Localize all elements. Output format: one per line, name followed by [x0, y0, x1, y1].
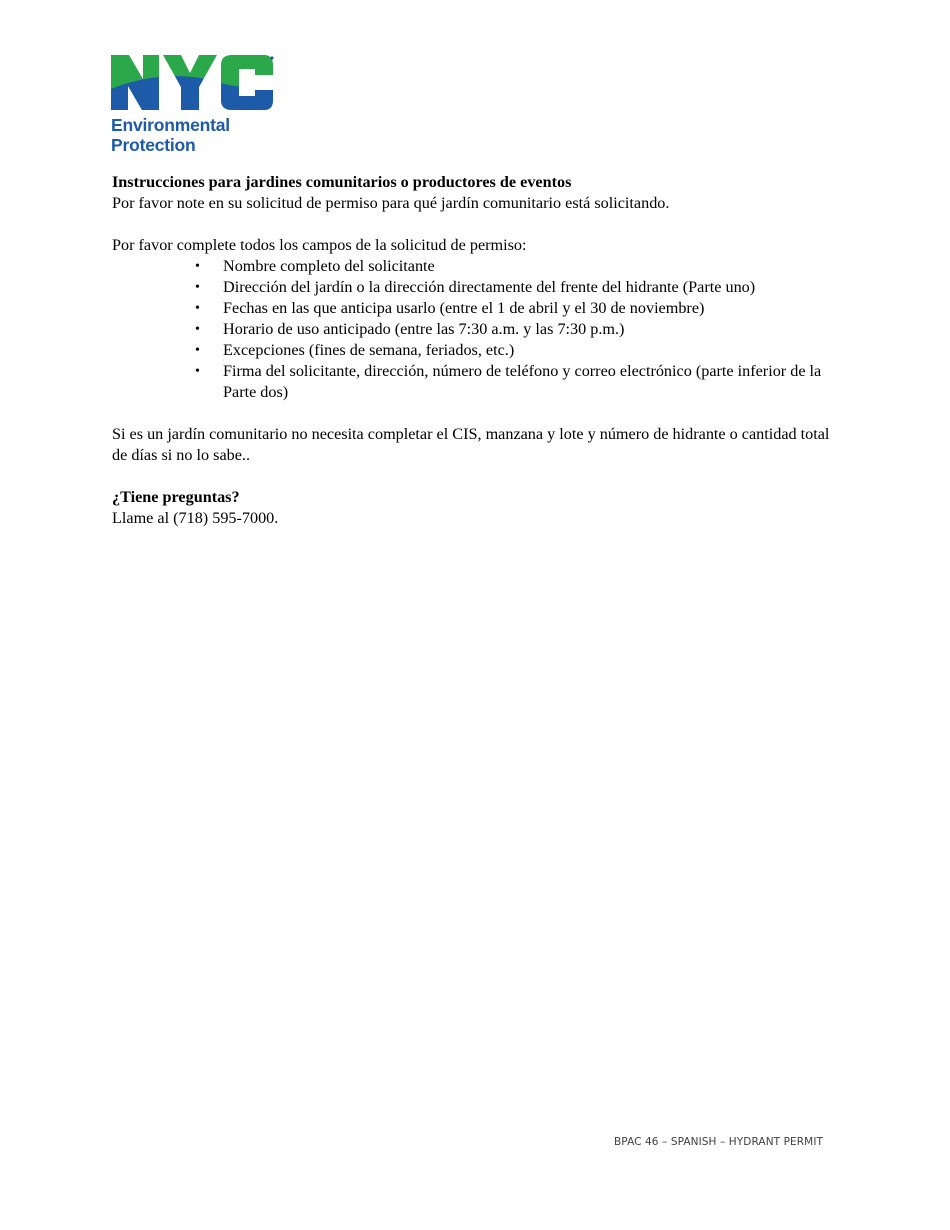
instructions-body: [112, 172, 847, 529]
fields-list: [112, 256, 847, 403]
questions-title: ¿Tiene preguntas?: [112, 488, 240, 506]
bullet-icon: •: [195, 364, 200, 379]
questions-phone: Llame al (718) 595-7000.: [112, 509, 279, 527]
list-item: • Excepciones (fines de semana, feriados, etc.): [195, 341, 515, 359]
instructions-title: Instrucciones para jardines comunitarios o productores de eventos: [112, 173, 572, 191]
footer-code: BPAC 46 – SPANISH – HYDRANT PERMIT: [614, 1136, 824, 1148]
bullet-icon: •: [195, 322, 200, 337]
bullet-icon: •: [195, 259, 200, 274]
instructions-note: Por favor note en su solicitud de permiso para qué jardín comunitario está solicitando.: [112, 194, 670, 212]
logo-line-environmental: Environmental: [111, 115, 230, 135]
nyc-logo-icon: [111, 55, 276, 111]
list-item: • Firma del solicitante, dirección, número de teléfono y correo electrónico (parte inferior de la Parte dos): [195, 362, 822, 401]
bullet-icon: •: [195, 343, 200, 358]
garden-note: Si es un jardín comunitario no necesita completar el CIS, manzana y lote y número de hidrante o cantidad total de días si no lo sabe..: [112, 425, 830, 464]
bullet-icon: •: [195, 280, 200, 295]
fields-intro: Por favor complete todos los campos de la solicitud de permiso:: [112, 236, 527, 254]
list-item: • Nombre completo del solicitante: [195, 257, 435, 275]
list-item: • Fechas en las que anticipa usarlo (entre el 1 de abril y el 30 de noviembre): [195, 299, 705, 317]
registered-mark-icon: [270, 56, 273, 59]
list-item: • Dirección del jardín o la dirección directamente del frente del hidrante (Parte uno): [195, 278, 756, 296]
bullet-icon: •: [195, 301, 200, 316]
list-item: • Horario de uso anticipado (entre las 7:30 a.m. y las 7:30 p.m.): [195, 320, 625, 338]
nyc-dep-logo: [111, 55, 276, 155]
logo-blue-wave: [111, 76, 276, 111]
logo-line-protection: Protection: [111, 135, 196, 155]
logo-text: [111, 115, 230, 155]
